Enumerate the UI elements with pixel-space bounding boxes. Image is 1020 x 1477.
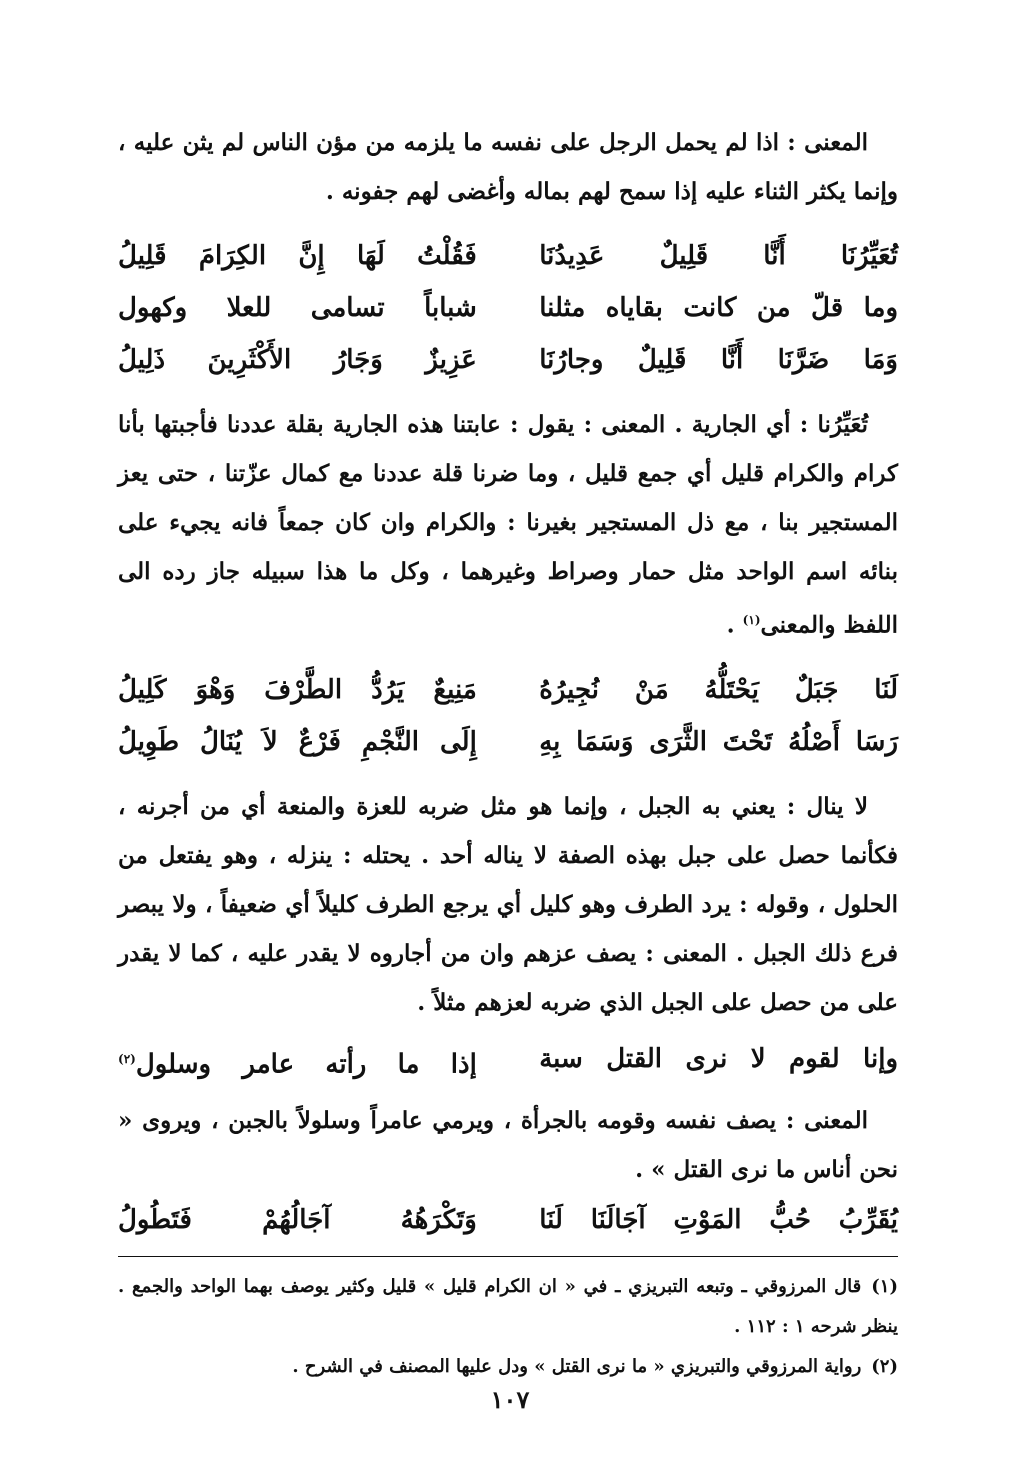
verse-1-second-hemistich: فَقُلْتُ لَهَا إِنَّ الكِرَامَ قَلِيلُ — [118, 241, 477, 271]
page-number: ١٠٧ — [490, 1385, 530, 1414]
commentary-2-text: تُعَيِّرُنا : أي الجارية . المعنى : يقول : عابتنا هذه الجارية بقلة عددنا فأجبتها بأنا كرام والكرام قليل أي جمع قليل ، وما ضرنا قلة عددنا مع كمال عزّتنا ، حتى يعز المستجير بنا ، مع ذل المستجير بغيرنا : والكرام وان كان جمعاً فانه يجيء على بنائه اسم الواحد مثل حمار وصراط وغيرهما ، وكل ما هذا سبيله جاز رده الى اللفظ والمعنى — [118, 411, 898, 639]
verse-line-1 — [118, 230, 898, 282]
footnote-2-text: رواية المرزوقي والتبريزي « ما نرى القتل » ودل عليها المصنف في الشرح . — [292, 1356, 862, 1378]
footnote-2 — [118, 1347, 898, 1387]
footnote-reference-1: (١) — [742, 613, 761, 627]
verse-line-6 — [118, 1033, 898, 1091]
verse-line-7 — [118, 1194, 898, 1246]
verse-5-first-hemistich: رَسَا أَصْلُهُ تَحْتَ الثَّرَى وَسَمَا بِهِ — [539, 726, 898, 757]
verse-6-first-hemistich: وإنا لقوم لا نرى القتل سبة — [539, 1043, 898, 1074]
verse-1-first-hemistich: تُعَيِّرُنَا أَنَّا قَلِيلٌ عَدِيدُنَا — [539, 241, 898, 271]
commentary-paragraph-3: لا ينال : يعني به الجبل ، وإنما هو مثل ضربه للعزة والمنعة أي من أجرنه ، فكأنما حصل على جبل بهذه الصفة لا يناله أحد . يحتله : ينزله ، وهو يفتعل من الحلول ، وقوله : يرد الطرف وهو كليل أي يرجع الطرف كليلاً أي ضعيفاً ، ولا يبصر فرع ذلك الجبل . المعنى : يصف عزهم وان من أجاروه لا يقدر عليه ، كما لا يقدر على من حصل على الجبل الذي ضربه لعزهم مثلاً . — [118, 792, 898, 1016]
verse-2-first-hemistich: وما قلّ من كانت بقاياه مثلنا — [539, 293, 898, 323]
footnote-1-marker: (١) — [871, 1276, 898, 1298]
commentary-2-end: . — [726, 611, 743, 639]
verse-line-3 — [118, 334, 898, 386]
verse-5-second-hemistich: إِلَى النَّجْمِ فَرْعٌ لاَ يُنَالُ طَوِيلُ — [118, 726, 477, 757]
commentary-paragraph-2 — [118, 400, 898, 650]
verse-3-first-hemistich: وَمَا ضَرَّنَا أَنَّا قَلِيلٌ وجارُنَا — [539, 345, 898, 375]
verse-line-5 — [118, 716, 898, 768]
verse-line-2 — [118, 282, 898, 334]
verse-6-second-text: إذا ما رأته عامر وسلول — [135, 1049, 477, 1080]
commentary-paragraph-4: المعنى : يصف نفسه وقومه بالجرأة ، ويرمي عامراً وسلولاً بالجبن ، ويروى « نحن أناس ما نرى القتل » . — [118, 1107, 898, 1184]
footnote-divider — [118, 1256, 898, 1257]
verse-4-second-hemistich: مَنِيعٌ يَرُدُّ الطَّرْفَ وَهْوَ كَلِيلُ — [118, 674, 477, 705]
verse-7-first-hemistich: يُقَرِّبُ حُبُّ المَوْتِ آجَالَنَا لَنَا — [539, 1205, 898, 1236]
verse-3-second-hemistich: عَزِيزٌ وَجَارُ الأَكْثَرِينَ ذَلِيلُ — [118, 345, 477, 375]
page-body — [118, 118, 898, 1387]
verse-7-second-hemistich: وَتَكْرَهُهُ آجَالُهُمْ فَتَطُولُ — [118, 1205, 477, 1236]
footnote-2-marker: (٢) — [871, 1356, 898, 1378]
footnotes-section — [118, 1267, 898, 1387]
footnote-1 — [118, 1267, 898, 1347]
verse-2-second-hemistich: شباباً تسامى للعلا وكهول — [118, 293, 477, 323]
footnote-reference-2: (٢) — [118, 1051, 136, 1066]
footnote-1-text: قال المرزوقي ـ وتبعه التبريزي ـ في « ان الكرام قليل » قليل وكثير يوصف بهما الواحد والجمع . ينظر شرحه ١ : ١١٢ . — [118, 1276, 898, 1338]
verse-line-4 — [118, 664, 898, 716]
commentary-paragraph-1: المعنى : اذا لم يحمل الرجل على نفسه ما يلزمه من مؤن الناس لم يثن عليه ، وإنما يكثر الثناء عليه إذا سمح لهم بماله وأغضى لهم جفونه . — [118, 129, 898, 205]
verse-4-first-hemistich: لَنَا جَبَلٌ يَحْتَلُّهُ مَنْ نُجِيرُهُ — [539, 674, 898, 705]
verse-6-second-hemistich — [118, 1033, 477, 1091]
